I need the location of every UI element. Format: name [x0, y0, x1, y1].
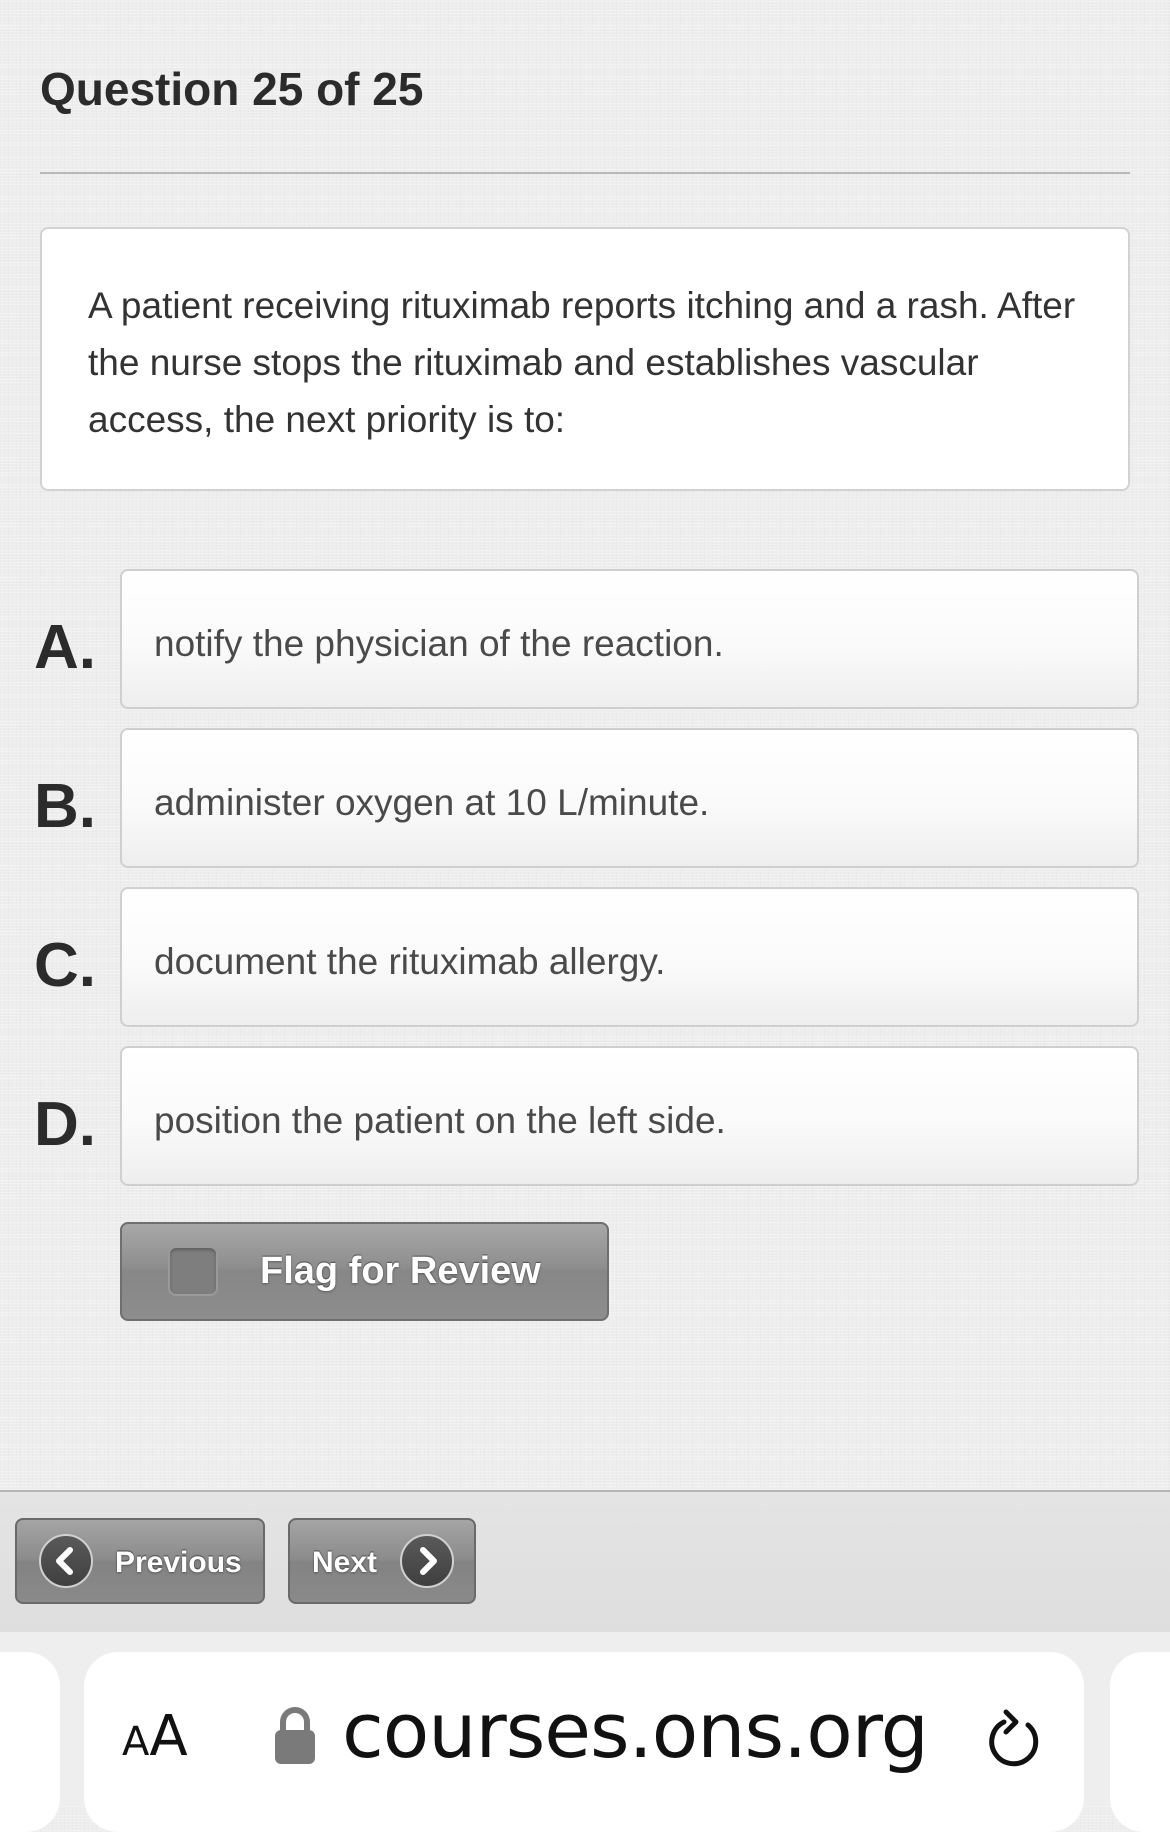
answer-option-a[interactable]	[120, 569, 1139, 709]
chevron-right-icon	[400, 1534, 454, 1588]
flag-for-review-button[interactable]	[120, 1222, 609, 1321]
answer-text-c: document the rituximab allergy.	[154, 941, 666, 982]
browser-toolbar	[0, 1632, 1170, 1805]
next-label: Next	[312, 1546, 378, 1579]
chevron-left-icon	[39, 1534, 93, 1588]
answer-letter-b: B.	[34, 772, 96, 841]
answer-letter-a: A.	[34, 613, 96, 682]
answer-text-b: administer oxygen at 10 L/minute.	[154, 782, 710, 823]
next-button[interactable]	[288, 1518, 476, 1604]
answer-letter-c: C.	[34, 931, 96, 1000]
url-text: courses.ons.org	[342, 1686, 928, 1775]
flag-checkbox[interactable]	[168, 1246, 218, 1296]
page-title: Question 25 of 25	[40, 63, 424, 115]
next-tab-edge[interactable]	[1110, 1652, 1170, 1832]
answer-option-c[interactable]	[120, 887, 1139, 1027]
answer-option-d[interactable]	[120, 1046, 1139, 1186]
question-box	[40, 227, 1130, 491]
address-bar[interactable]	[84, 1652, 1084, 1832]
answer-text-d: position the patient on the left side.	[154, 1100, 726, 1141]
previous-label: Previous	[115, 1546, 242, 1579]
question-navigation-bar	[0, 1490, 1170, 1634]
flag-for-review-label: Flag for Review	[260, 1250, 541, 1292]
answer-letter-d: D.	[34, 1090, 96, 1159]
previous-button[interactable]	[15, 1518, 265, 1604]
text-size-button[interactable]: AA	[122, 1704, 188, 1769]
answer-option-b[interactable]	[120, 728, 1139, 868]
header-divider	[40, 172, 1130, 174]
answer-text-a: notify the physician of the reaction.	[154, 623, 724, 664]
lock-icon	[270, 1702, 320, 1768]
reload-icon[interactable]	[984, 1708, 1048, 1774]
question-text: A patient receiving rituximab reports itching and a rash. After the nurse stops the rituximab and establishes vascular access, the next priority is to:	[88, 285, 1076, 440]
previous-tab-edge[interactable]	[0, 1652, 60, 1832]
